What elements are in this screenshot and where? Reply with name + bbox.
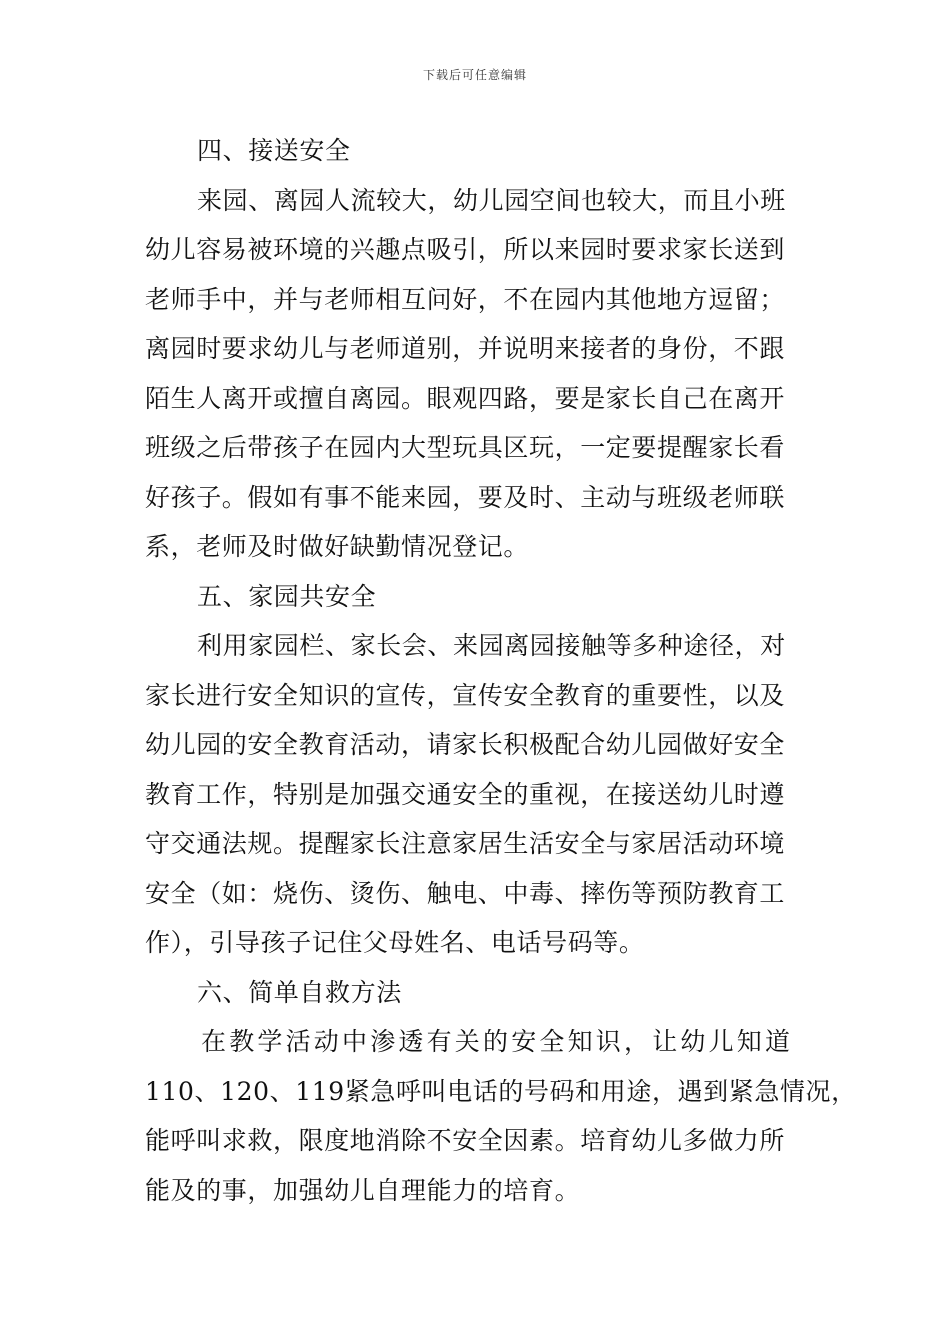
paragraph-line: 守交通法规。提醒家长注意家居生活安全与家居活动环境 — [145, 829, 786, 858]
paragraph-line: 好孩子。假如有事不能来园，要及时、主动与班级老师联 — [145, 482, 786, 512]
paragraph-line: 家长进行安全知识的宣传，宣传安全教育的重要性，以及 — [145, 680, 786, 710]
header-note: 下载后可任意编辑 — [422, 68, 527, 82]
paragraph-line: 教育工作，特别是加强交通安全的重视，在接送幼儿时遵 — [145, 779, 786, 809]
paragraph-line: 安全（如：烧伤、烫伤、触电、中毒、摔伤等预防教育工 — [145, 878, 786, 908]
paragraph-line: 110、120、119紧急呼叫电话的号码和用途，遇到紧急情况， — [145, 1076, 857, 1106]
paragraph-line: 老师手中，并与老师相互问好，不在园内其他地方逗留； — [145, 284, 786, 314]
section-heading-pickup-safety: 四、接送安全 — [197, 136, 351, 165]
paragraph-line: 在教学活动中渗透有关的安全知识，让幼儿知道 — [201, 1027, 794, 1056]
paragraph-line: 班级之后带孩子在园内大型玩具区玩，一定要提醒家长看 — [145, 433, 786, 462]
paragraph-line: 离园时要求幼儿与老师道别，并说明来接者的身份，不跟 — [145, 334, 786, 363]
document-body — [145, 126, 857, 1215]
paragraph-line: 幼儿园的安全教育活动，请家长积极配合幼儿园做好安全 — [145, 730, 786, 759]
section-heading-self-rescue: 六、简单自救方法 — [197, 977, 402, 1007]
paragraph-line: 利用家园栏、家长会、来园离园接触等多种途径，对 — [197, 631, 786, 660]
paragraph-line: 来园、离园人流较大，幼儿园空间也较大，而且小班 — [197, 185, 786, 215]
paragraph-line: 作），引导孩子记住父母姓名、电话号码等。 — [145, 928, 645, 957]
paragraph-line: 能及的事，加强幼儿自理能力的培育。 — [145, 1175, 581, 1205]
paragraph-line: 幼儿容易被环境的兴趣点吸引，所以来园时要求家长送到 — [145, 235, 786, 264]
paragraph-line: 陌生人离开或擅自离园。眼观四路，要是家长自己在离开 — [145, 383, 786, 413]
paragraph-line: 能呼叫求救，限度地消除不安全因素。培育幼儿多做力所 — [145, 1126, 786, 1155]
paragraph-line: 系，老师及时做好缺勤情况登记。 — [145, 532, 530, 561]
section-heading-home-school-safety: 五、家园共安全 — [197, 581, 377, 611]
